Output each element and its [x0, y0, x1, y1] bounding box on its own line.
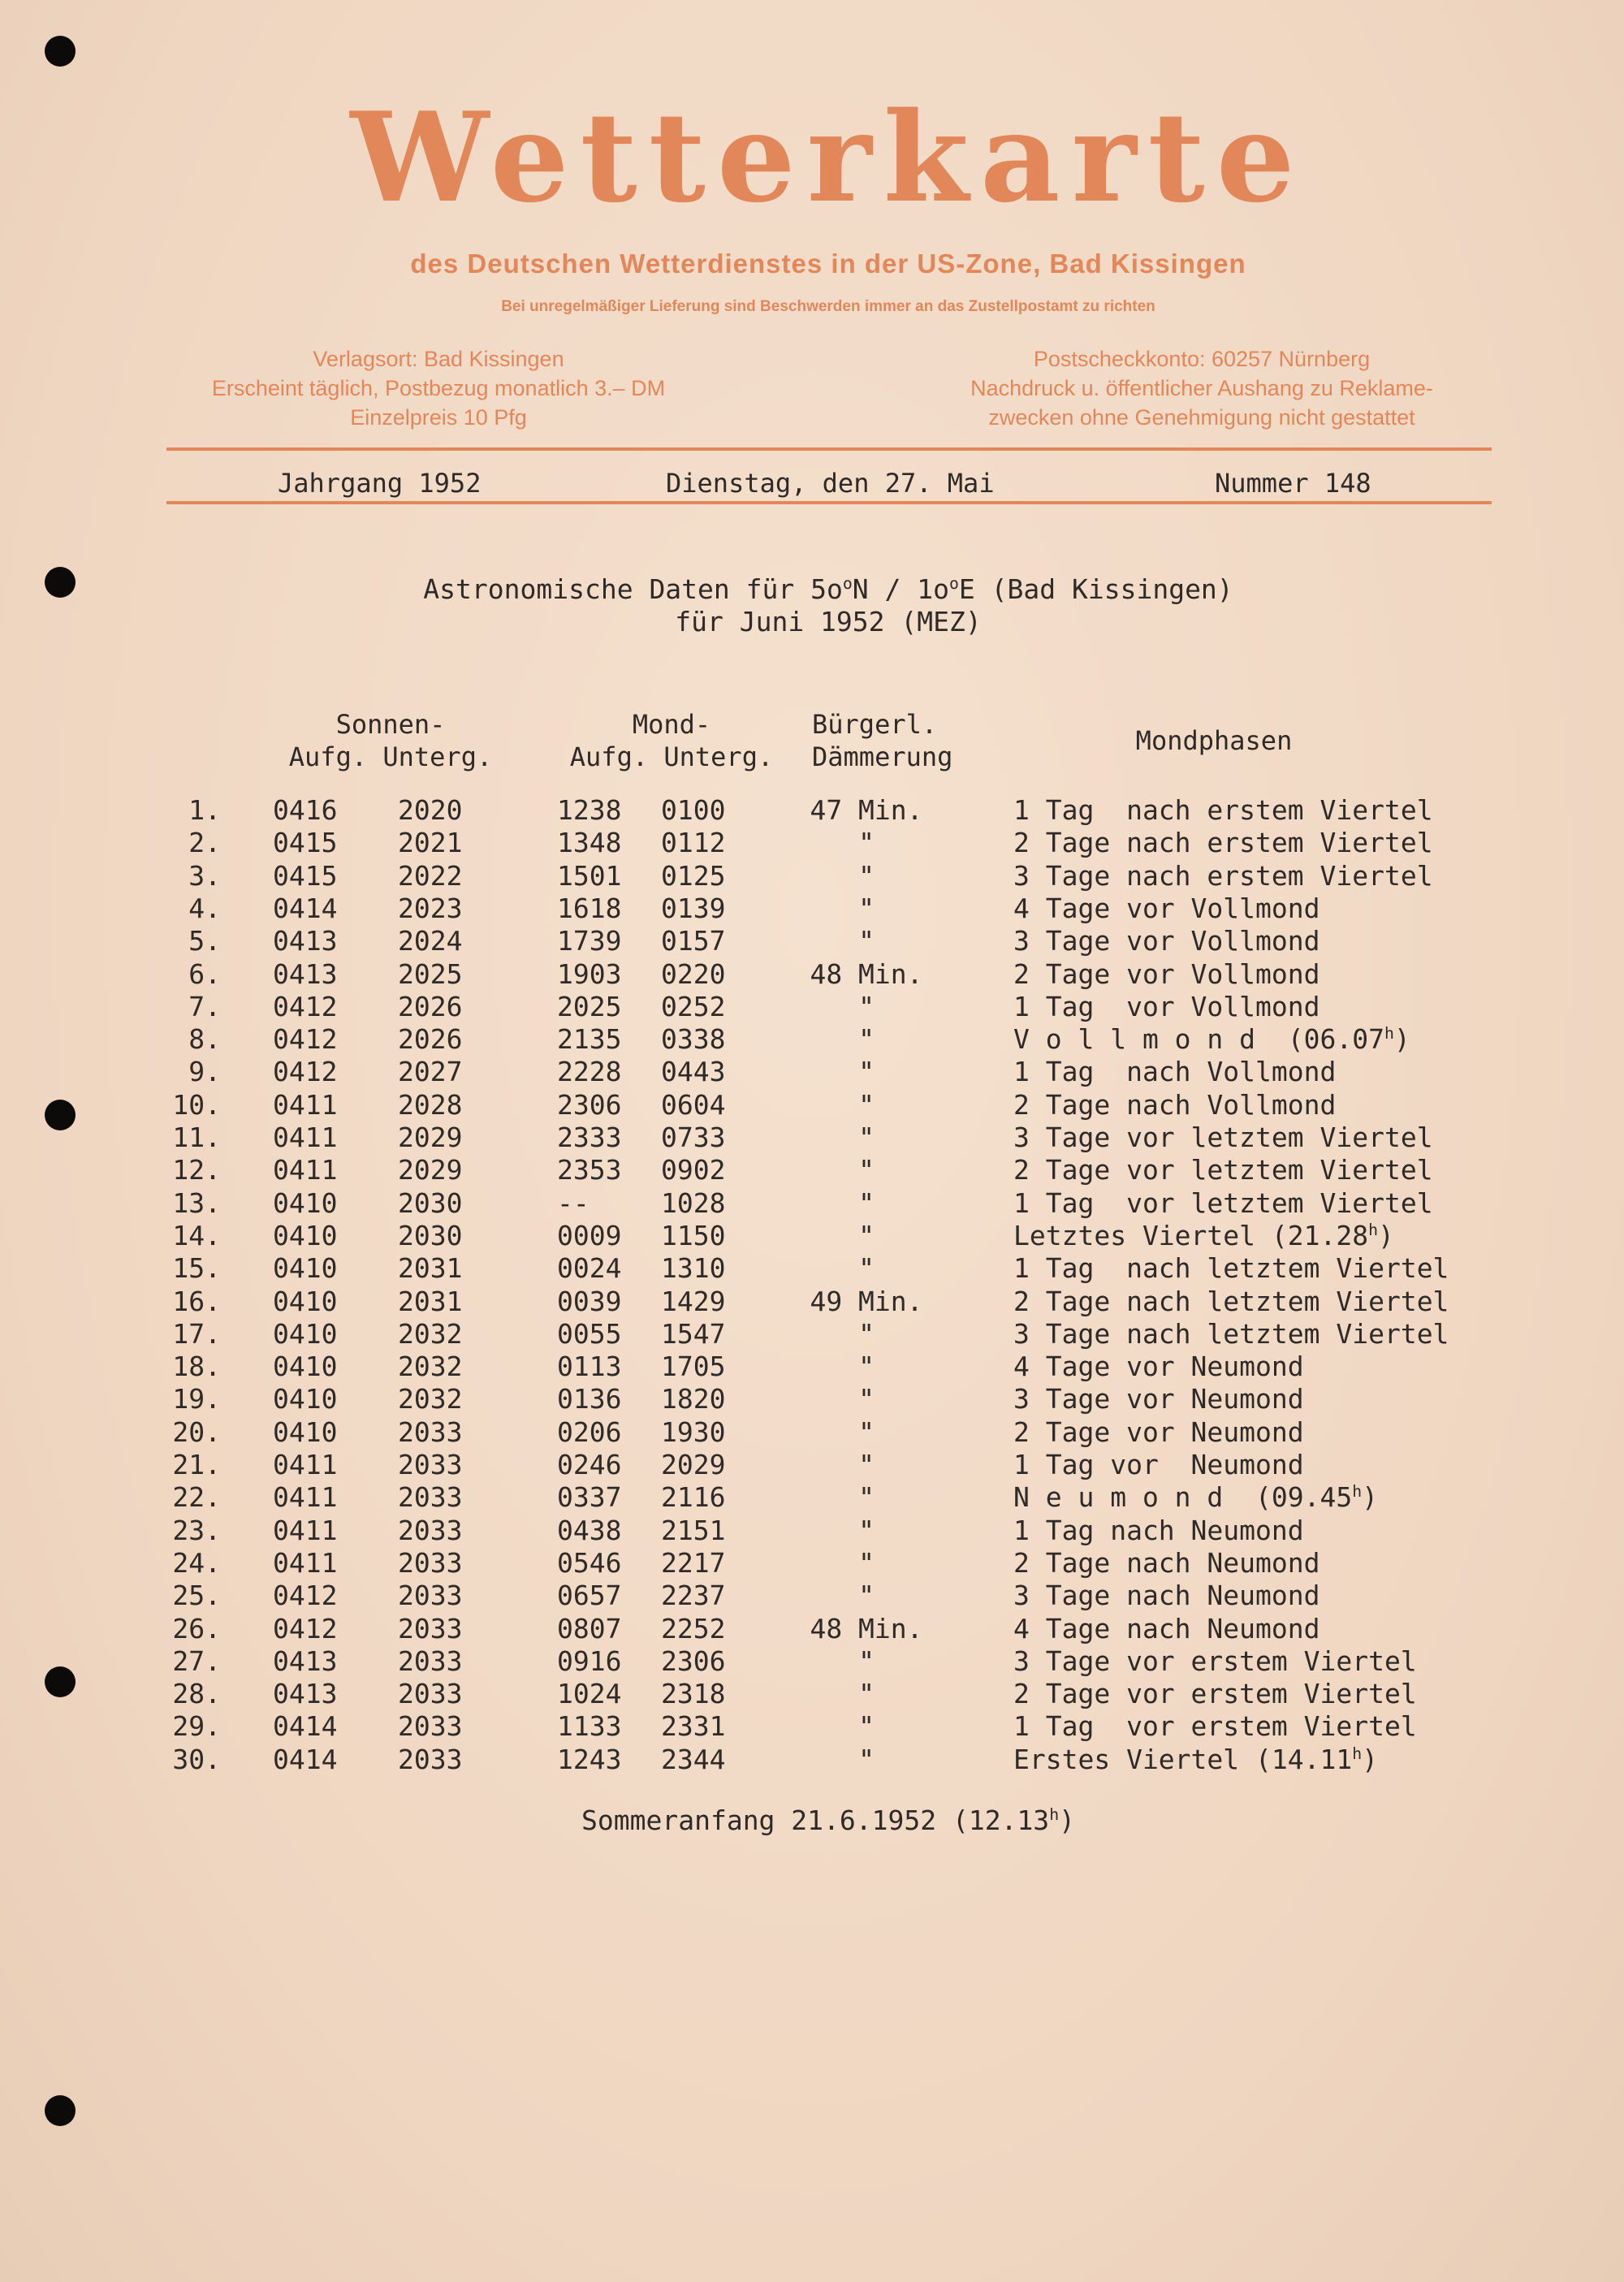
punch-hole: [45, 36, 76, 67]
issue-year: Jahrgang 1952: [278, 468, 482, 499]
moonrise-cell: 1618: [557, 892, 622, 924]
moonrise-cell: --: [557, 1186, 590, 1219]
sunrise-cell: 0415: [273, 827, 338, 859]
moon-phase-cell: 1 Tag vor erstem Viertel: [1013, 1710, 1417, 1743]
divider-top: [166, 447, 1492, 451]
sunrise-cell: 0413: [273, 1678, 338, 1710]
table-row: [0, 1580, 1624, 1612]
moonrise-cell: 0546: [557, 1546, 622, 1579]
sunset-cell: 2026: [398, 990, 463, 1022]
publisher-line: Erscheint täglich, Postbezug monatlich 3.– DM: [211, 376, 666, 400]
twilight-cell: ": [858, 827, 875, 859]
moon-phase-cell: 3 Tage vor letztem Viertel: [1013, 1122, 1433, 1153]
moonset-cell: 0733: [661, 1122, 726, 1153]
moon-header: Mond- Aufg. Unterg.: [569, 709, 774, 772]
moon-phase-cell: 2 Tage nach letztem Viertel: [1013, 1285, 1449, 1317]
moonset-cell: 1429: [661, 1285, 726, 1317]
row-number-cell: 26.: [172, 1612, 221, 1645]
sunrise-cell: 0416: [273, 794, 338, 826]
row-number-cell: 20.: [172, 1415, 221, 1448]
twilight-cell: ": [858, 990, 875, 1022]
sunrise-cell: 0415: [273, 859, 338, 892]
moonset-cell: 0902: [661, 1154, 726, 1186]
moonset-cell: 2217: [661, 1546, 726, 1579]
row-number-cell: 27.: [172, 1645, 221, 1677]
twilight-cell: ": [858, 1710, 875, 1743]
table-row: [0, 1318, 1624, 1351]
twilight-cell: ": [858, 1678, 875, 1710]
table-row: [0, 794, 1624, 827]
row-number-cell: 23.: [172, 1514, 221, 1546]
moonset-cell: 2252: [661, 1612, 726, 1645]
row-number-cell: 28.: [172, 1678, 221, 1710]
twilight-cell: ": [858, 1449, 875, 1480]
moonrise-cell: 0009: [557, 1219, 622, 1251]
sunrise-cell: 0412: [273, 1612, 338, 1645]
sunset-cell: 2031: [398, 1252, 463, 1285]
row-number-cell: 29.: [172, 1710, 221, 1743]
sunset-cell: 2032: [398, 1351, 463, 1383]
moonrise-cell: 1133: [557, 1710, 622, 1743]
row-number-cell: 18.: [172, 1351, 221, 1383]
sunrise-cell: 0412: [273, 1580, 338, 1612]
sunset-cell: 2033: [398, 1710, 463, 1743]
sunrise-cell: 0412: [273, 990, 338, 1022]
sunrise-cell: 0413: [273, 925, 338, 957]
moon-phase-cell: 3 Tage nach letztem Viertel: [1013, 1317, 1449, 1350]
moonrise-cell: 2353: [557, 1154, 622, 1186]
account-info: [918, 344, 1486, 432]
sunset-cell: 2023: [398, 892, 463, 924]
sunrise-cell: 0413: [273, 1645, 338, 1677]
sunset-cell: 2033: [398, 1743, 463, 1775]
moonset-cell: 0338: [661, 1023, 726, 1056]
moonset-cell: 0157: [661, 925, 726, 957]
sunrise-cell: 0413: [273, 957, 338, 990]
moonset-cell: 2116: [661, 1481, 726, 1514]
twilight-cell: ": [858, 1351, 875, 1383]
twilight-cell: ": [858, 1088, 875, 1121]
twilight-cell: ": [858, 1481, 875, 1514]
table-row: [0, 1547, 1624, 1580]
moonrise-cell: 1243: [557, 1743, 622, 1775]
table-row: [0, 1023, 1624, 1056]
moonrise-cell: 0807: [557, 1612, 622, 1645]
sunset-cell: 2030: [398, 1219, 463, 1251]
account-line: Nachdruck u. öffentlicher Aushang zu Reklame-: [970, 376, 1433, 400]
moon-phase-cell: 2 Tage vor erstem Viertel: [1013, 1678, 1417, 1710]
moonset-cell: 0139: [661, 892, 726, 924]
sunset-cell: 2032: [398, 1317, 463, 1350]
moonset-cell: 2331: [661, 1710, 726, 1743]
sunrise-cell: 0410: [273, 1186, 338, 1219]
moonrise-cell: 0206: [557, 1415, 622, 1448]
moonrise-cell: 0246: [557, 1449, 622, 1480]
table-row: [0, 892, 1624, 925]
moonrise-cell: 2228: [557, 1056, 622, 1088]
table-row: [0, 1481, 1624, 1514]
twilight-cell: ": [858, 1219, 875, 1251]
phases-header: Mondphasen: [1135, 725, 1293, 756]
twilight-cell: 48 Min.: [810, 957, 923, 990]
table-row: [0, 1089, 1624, 1122]
heading-line-2: für Juni 1952 (MEZ): [675, 606, 982, 637]
twilight-cell: ": [858, 1580, 875, 1612]
moonset-cell: 0443: [661, 1056, 726, 1088]
moonset-cell: 0604: [661, 1088, 726, 1121]
sunset-cell: 2033: [398, 1580, 463, 1612]
punch-hole: [45, 2095, 76, 2126]
moonset-cell: 0100: [661, 794, 726, 826]
table-row: [0, 1416, 1624, 1449]
moonrise-cell: 1501: [557, 859, 622, 892]
moonset-cell: 1150: [661, 1219, 726, 1251]
row-number-cell: 22.: [172, 1481, 221, 1514]
table-row: [0, 991, 1624, 1023]
row-number-cell: 7.: [188, 990, 221, 1022]
moon-phase-cell: 2 Tage nach Vollmond: [1013, 1088, 1337, 1121]
twilight-cell: ": [858, 1317, 875, 1350]
masthead-subtitle: des Deutschen Wetterdienstes in der US-Zone, Bad Kissingen: [410, 249, 1246, 279]
masthead-title: Wetterkarte: [350, 84, 1307, 230]
twilight-cell: ": [858, 1186, 875, 1219]
moonset-cell: 0220: [661, 957, 726, 990]
table-row: [0, 1056, 1624, 1088]
twilight-cell: ": [858, 1645, 875, 1677]
table-row: [0, 860, 1624, 892]
twilight-cell: ": [858, 1056, 875, 1088]
table-row: [0, 1710, 1624, 1743]
row-number-cell: 8.: [188, 1023, 221, 1056]
row-number-cell: 16.: [172, 1285, 221, 1317]
sunrise-cell: 0410: [273, 1351, 338, 1383]
row-number-cell: 5.: [188, 925, 221, 957]
row-number-cell: 24.: [172, 1546, 221, 1579]
moonrise-cell: 0657: [557, 1580, 622, 1612]
table-row: [0, 1351, 1624, 1383]
twilight-cell: ": [858, 1252, 875, 1285]
moon-phase-cell: 3 Tage vor erstem Viertel: [1013, 1645, 1417, 1677]
account-line: Postscheckkonto: 60257 Nürnberg: [1033, 347, 1371, 371]
moonrise-cell: 2135: [557, 1023, 622, 1056]
sunset-cell: 2033: [398, 1645, 463, 1677]
sunset-cell: 2031: [398, 1285, 463, 1317]
section-heading: [244, 573, 1413, 638]
row-number-cell: 19.: [172, 1383, 221, 1415]
moonrise-cell: 1739: [557, 925, 622, 957]
moon-phase-cell: 3 Tage nach erstem Viertel: [1013, 859, 1433, 892]
sunset-cell: 2028: [398, 1088, 463, 1121]
table-row: [0, 1449, 1624, 1481]
moon-phase-cell: 1 Tag vor letztem Viertel: [1013, 1186, 1433, 1219]
moon-phase-cell: 3 Tage vor Neumond: [1013, 1383, 1304, 1415]
sunset-cell: 2033: [398, 1514, 463, 1546]
sunset-cell: 2030: [398, 1186, 463, 1219]
moon-phase-cell: 2 Tage vor letztem Viertel: [1013, 1154, 1433, 1186]
table-row: [0, 1122, 1624, 1154]
sunset-cell: 2033: [398, 1449, 463, 1480]
moonrise-cell: 0039: [557, 1285, 622, 1317]
sunset-cell: 2033: [398, 1481, 463, 1514]
sunset-cell: 2029: [398, 1122, 463, 1153]
row-number-cell: 14.: [172, 1219, 221, 1251]
sunset-cell: 2033: [398, 1678, 463, 1710]
moonset-cell: 1930: [661, 1415, 726, 1448]
row-number-cell: 2.: [188, 827, 221, 859]
twilight-cell: ": [858, 859, 875, 892]
row-number-cell: 11.: [172, 1122, 221, 1153]
moonset-cell: 2029: [661, 1449, 726, 1480]
sunset-cell: 2024: [398, 925, 463, 957]
moon-phase-cell: 1 Tag nach Neumond: [1013, 1514, 1304, 1546]
moonrise-cell: 0916: [557, 1645, 622, 1677]
moonset-cell: 0125: [661, 859, 726, 892]
moonrise-cell: 1348: [557, 827, 622, 859]
sunset-cell: 2027: [398, 1056, 463, 1088]
twilight-cell: ": [858, 1023, 875, 1056]
table-row: [0, 1515, 1624, 1547]
table-row: [0, 925, 1624, 957]
moonrise-cell: 0136: [557, 1383, 622, 1415]
row-number-cell: 6.: [188, 957, 221, 990]
sunrise-cell: 0411: [273, 1481, 338, 1514]
twilight-cell: ": [858, 892, 875, 924]
account-line: zwecken ohne Genehmigung nicht gestattet: [988, 405, 1415, 430]
sunrise-cell: 0411: [273, 1088, 338, 1121]
sunrise-cell: 0410: [273, 1252, 338, 1285]
twilight-cell: ": [858, 1383, 875, 1415]
table-row: [0, 1645, 1624, 1678]
sunset-cell: 2033: [398, 1546, 463, 1579]
sunset-cell: 2022: [398, 859, 463, 892]
moon-phase-cell: 2 Tage vor Vollmond: [1013, 957, 1320, 990]
moon-phase-cell: 4 Tage vor Vollmond: [1013, 892, 1320, 924]
punch-hole: [45, 567, 76, 598]
twilight-cell: 48 Min.: [810, 1612, 923, 1645]
moonrise-cell: 0438: [557, 1514, 622, 1546]
twilight-cell: ": [858, 1546, 875, 1579]
masthead-notice: Bei unregelmäßiger Lieferung sind Beschwerden immer an das Zustellpostamt zu richten: [501, 298, 1155, 315]
moon-phase-cell: 4 Tage nach Neumond: [1013, 1612, 1320, 1645]
moonset-cell: 1820: [661, 1383, 726, 1415]
publisher-line: Einzelpreis 10 Pfg: [350, 405, 527, 430]
sunrise-cell: 0410: [273, 1285, 338, 1317]
moonset-cell: 2344: [661, 1743, 726, 1775]
sunset-cell: 2029: [398, 1154, 463, 1186]
moonrise-cell: 2306: [557, 1088, 622, 1121]
twilight-header: Bürgerl. Dämmerung: [812, 709, 953, 772]
table-row: [0, 958, 1624, 991]
sunrise-cell: 0411: [273, 1122, 338, 1153]
sunrise-cell: 0410: [273, 1415, 338, 1448]
sunrise-cell: 0414: [273, 1743, 338, 1775]
moonset-cell: 1310: [661, 1252, 726, 1285]
sunrise-cell: 0411: [273, 1449, 338, 1480]
sunrise-cell: 0411: [273, 1546, 338, 1579]
table-row: [0, 1744, 1624, 1776]
sunrise-cell: 0411: [273, 1514, 338, 1546]
row-number-cell: 13.: [172, 1186, 221, 1219]
moonrise-cell: 0113: [557, 1351, 622, 1383]
moon-phase-cell: V o l l m o n d (06.07$^h$): [1013, 1023, 1410, 1056]
row-number-cell: 1.: [188, 794, 221, 826]
table-row: [0, 1187, 1624, 1220]
moonset-cell: 2151: [661, 1514, 726, 1546]
moon-phase-cell: 1 Tag vor Vollmond: [1013, 990, 1320, 1022]
row-number-cell: 15.: [172, 1252, 221, 1285]
issue-number: Nummer 148: [1215, 468, 1371, 499]
twilight-cell: 49 Min.: [810, 1285, 923, 1317]
moonset-cell: 1028: [661, 1186, 726, 1219]
row-number-cell: 17.: [172, 1317, 221, 1350]
moon-phase-cell: 1 Tag nach letztem Viertel: [1013, 1252, 1449, 1285]
sunrise-cell: 0411: [273, 1154, 338, 1186]
sunrise-cell: 0410: [273, 1383, 338, 1415]
row-number-cell: 4.: [188, 892, 221, 924]
moonset-cell: 0112: [661, 827, 726, 859]
sunset-cell: 2025: [398, 957, 463, 990]
table-row: [0, 1252, 1624, 1285]
moon-phase-cell: 1 Tag vor Neumond: [1013, 1449, 1304, 1480]
row-number-cell: 10.: [172, 1088, 221, 1121]
sun-header: Sonnen- Aufg. Unterg.: [288, 709, 493, 772]
table-row: [0, 827, 1624, 859]
table-row: [0, 1154, 1624, 1186]
moonrise-cell: 2333: [557, 1122, 622, 1153]
twilight-cell: ": [858, 1122, 875, 1153]
publisher-info: [162, 344, 715, 432]
moonset-cell: 2318: [661, 1678, 726, 1710]
sunrise-cell: 0410: [273, 1219, 338, 1251]
twilight-cell: ": [858, 1415, 875, 1448]
row-number-cell: 9.: [188, 1056, 221, 1088]
sunset-cell: 2032: [398, 1383, 463, 1415]
sunrise-cell: 0414: [273, 892, 338, 924]
moon-phase-cell: 2 Tage nach erstem Viertel: [1013, 827, 1433, 859]
sunrise-cell: 0412: [273, 1023, 338, 1056]
sunset-cell: 2033: [398, 1612, 463, 1645]
sunrise-cell: 0410: [273, 1317, 338, 1350]
sunrise-cell: 0412: [273, 1056, 338, 1088]
heading-line-1: Astronomische Daten für $5o^oN / 1o^oE$ (Bad Kissingen): [423, 573, 1233, 605]
moon-phase-cell: 1 Tag nach erstem Viertel: [1013, 794, 1433, 826]
publisher-line: Verlagsort: Bad Kissingen: [313, 347, 564, 371]
moon-phase-cell: N e u m o n d (09.45$^h$): [1013, 1481, 1379, 1514]
table-row: [0, 1613, 1624, 1645]
summer-start-note: Sommeranfang 21.6.1952 (12.13$^h$): [581, 1804, 1075, 1836]
moonrise-cell: 1903: [557, 957, 622, 990]
moon-phase-cell: 2 Tage vor Neumond: [1013, 1415, 1304, 1448]
table-row: [0, 1383, 1624, 1415]
moon-phase-cell: Erstes Viertel (14.11$^h$): [1013, 1743, 1379, 1775]
moonset-cell: 2306: [661, 1645, 726, 1677]
moon-phase-cell: 3 Tage nach Neumond: [1013, 1580, 1320, 1612]
moonset-cell: 1705: [661, 1351, 726, 1383]
sunset-cell: 2021: [398, 827, 463, 859]
moon-phase-cell: 1 Tag nach Vollmond: [1013, 1056, 1337, 1088]
twilight-cell: 47 Min.: [810, 794, 923, 826]
moonrise-cell: 2025: [557, 990, 622, 1022]
sunset-cell: 2033: [398, 1415, 463, 1448]
sunrise-cell: 0414: [273, 1710, 338, 1743]
row-number-cell: 3.: [188, 859, 221, 892]
table-row: [0, 1220, 1624, 1252]
moonset-cell: 1547: [661, 1317, 726, 1350]
moonrise-cell: 1024: [557, 1678, 622, 1710]
moonrise-cell: 0055: [557, 1317, 622, 1350]
row-number-cell: 25.: [172, 1580, 221, 1612]
twilight-cell: ": [858, 1743, 875, 1775]
moonrise-cell: 0337: [557, 1481, 622, 1514]
moonset-cell: 0252: [661, 990, 726, 1022]
moon-phase-cell: 2 Tage nach Neumond: [1013, 1546, 1320, 1579]
issue-date: Dienstag, den 27. Mai: [666, 468, 995, 499]
moon-phase-cell: Letztes Viertel (21.28$^h$): [1013, 1219, 1394, 1251]
divider-bottom: [166, 501, 1492, 504]
moon-phase-cell: 4 Tage vor Neumond: [1013, 1351, 1304, 1383]
table-row: [0, 1286, 1624, 1318]
moonrise-cell: 1238: [557, 794, 622, 826]
moon-phase-cell: 3 Tage vor Vollmond: [1013, 925, 1320, 957]
row-number-cell: 21.: [172, 1449, 221, 1480]
sunset-cell: 2020: [398, 794, 463, 826]
twilight-cell: ": [858, 925, 875, 957]
table-row: [0, 1678, 1624, 1710]
moonset-cell: 2237: [661, 1580, 726, 1612]
row-number-cell: 12.: [172, 1154, 221, 1186]
moonrise-cell: 0024: [557, 1252, 622, 1285]
row-number-cell: 30.: [172, 1743, 221, 1775]
sunset-cell: 2026: [398, 1023, 463, 1056]
twilight-cell: ": [858, 1154, 875, 1186]
twilight-cell: ": [858, 1514, 875, 1546]
